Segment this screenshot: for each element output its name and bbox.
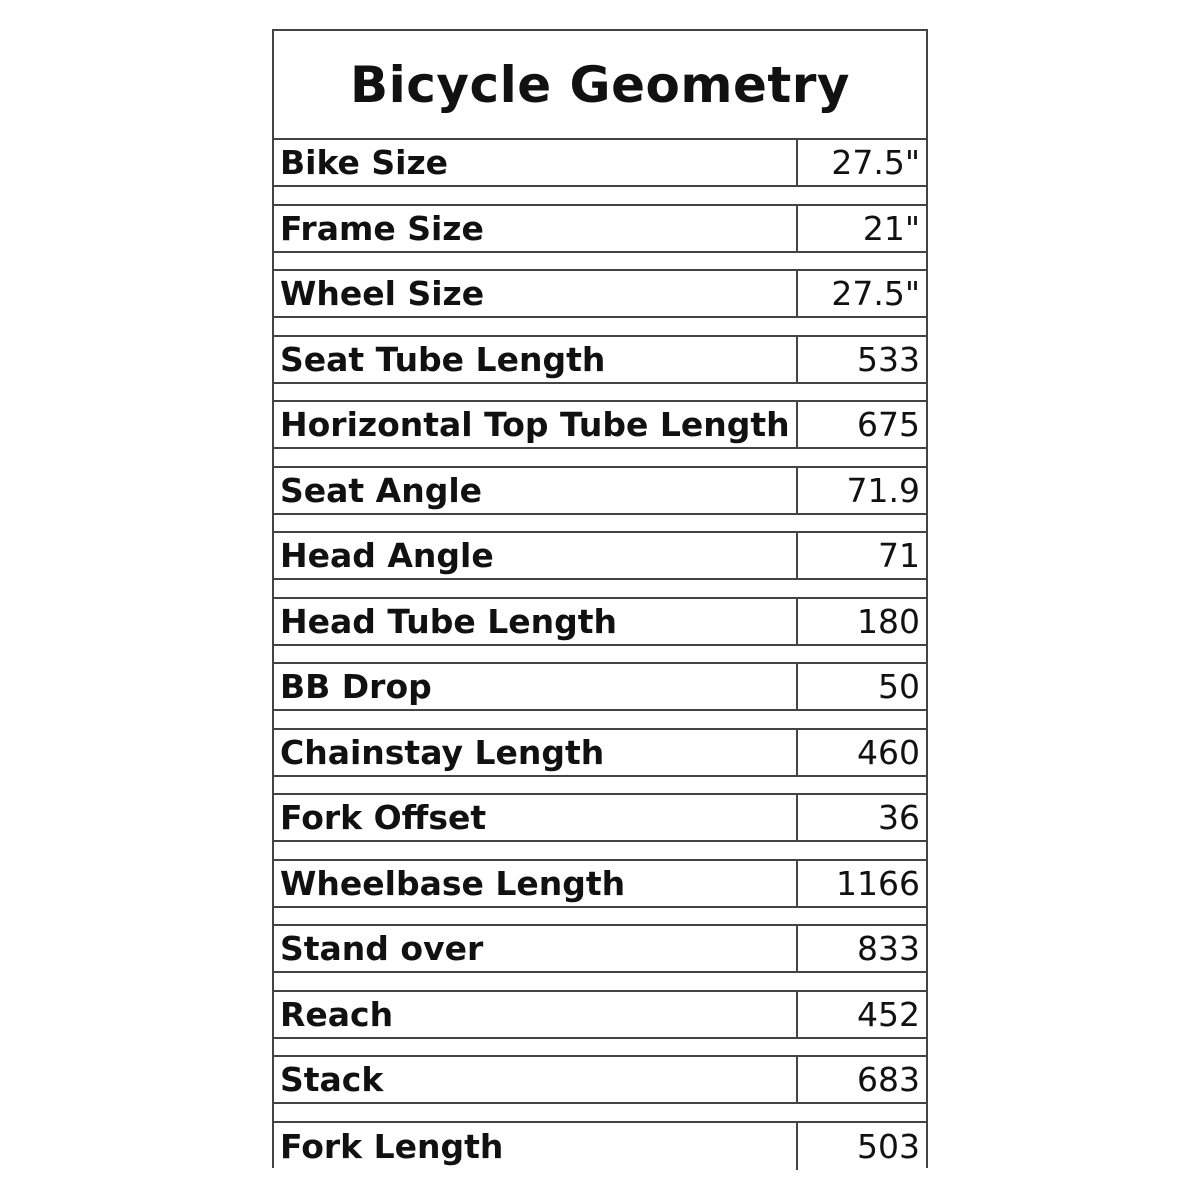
table-row [274, 1121, 926, 1170]
row-value: 533 [857, 339, 920, 379]
table-row [274, 138, 926, 187]
table-row [274, 531, 926, 580]
row-value: 27.5" [831, 274, 920, 313]
row-label: Reach [274, 992, 798, 1037]
row-label: Chainstay Length [274, 730, 798, 775]
table-row [274, 466, 926, 515]
table-row [274, 793, 926, 842]
row-label: Fork Length [274, 1123, 798, 1170]
table-row [274, 597, 926, 646]
row-label: Stand over [274, 926, 798, 971]
row-value: 503 [857, 1126, 920, 1166]
row-label: Seat Tube Length [274, 337, 798, 382]
table-row [274, 269, 926, 318]
table-row [274, 924, 926, 973]
table-row [274, 859, 926, 908]
table-row [274, 204, 926, 253]
row-value: 180 [857, 601, 920, 641]
row-label: Head Angle [274, 533, 798, 578]
row-label: Wheel Size [274, 271, 798, 316]
row-value: 452 [857, 994, 920, 1034]
row-value: 833 [857, 929, 920, 968]
row-label: Bike Size [274, 140, 798, 185]
row-label: Horizontal Top Tube Length [274, 402, 798, 447]
row-label: Head Tube Length [274, 599, 798, 644]
row-value: 21" [862, 208, 920, 248]
row-label: Frame Size [274, 206, 798, 251]
table-row [274, 662, 926, 711]
row-value: 460 [857, 732, 920, 772]
row-value: 71.9 [846, 470, 920, 510]
table-row [274, 335, 926, 384]
row-value: 50 [878, 667, 920, 706]
row-value: 36 [878, 798, 920, 837]
row-value: 27.5" [831, 143, 920, 182]
table-row [274, 1055, 926, 1104]
row-label: Seat Angle [274, 468, 798, 513]
row-value: 1166 [836, 863, 920, 903]
row-value: 675 [857, 405, 920, 444]
table-row [274, 990, 926, 1039]
table-row [274, 400, 926, 449]
table-title: Bicycle Geometry [349, 55, 851, 114]
row-label: Wheelbase Length [274, 861, 798, 906]
row-label: Stack [274, 1057, 798, 1102]
geometry-table [272, 29, 928, 1168]
row-value: 683 [857, 1060, 920, 1099]
row-value: 71 [878, 536, 920, 575]
row-label: BB Drop [274, 664, 798, 709]
table-row [274, 728, 926, 777]
row-label: Fork Offset [274, 795, 798, 840]
